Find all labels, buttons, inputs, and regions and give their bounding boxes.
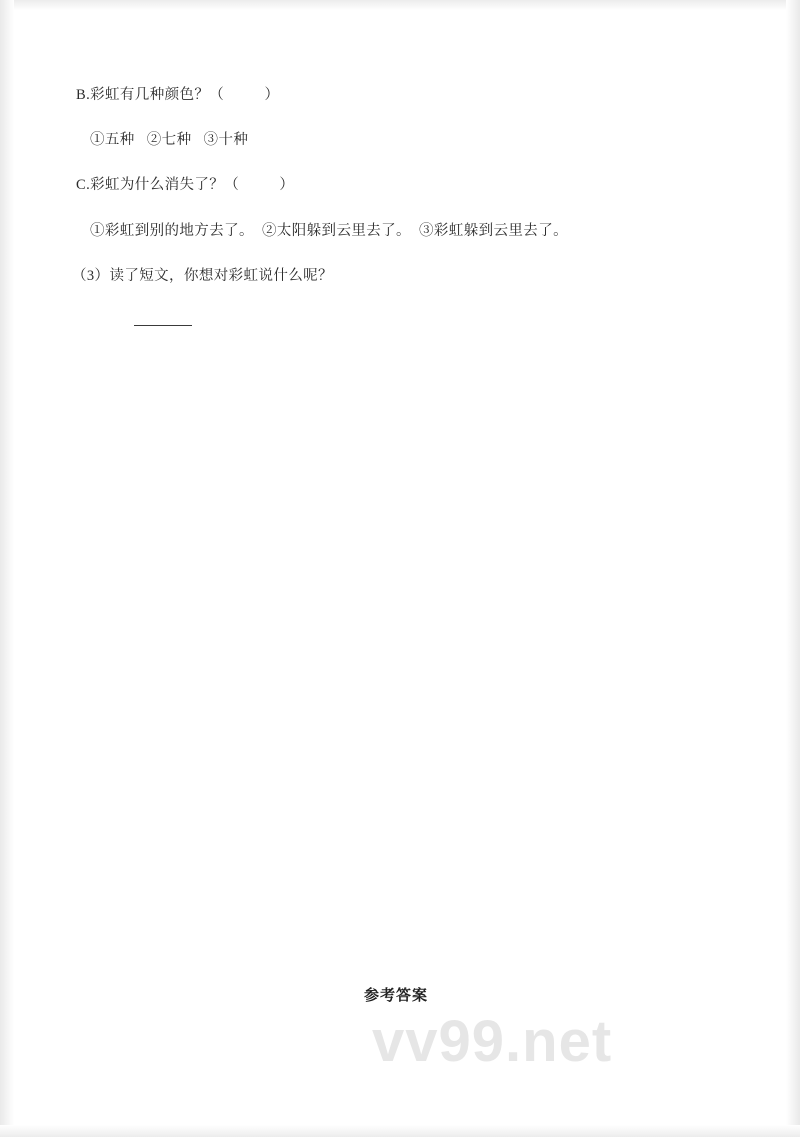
- question-c-options: ①彩虹到别的地方去了。 ②太阳躲到云里去了。 ③彩虹躲到云里去了。: [90, 222, 568, 239]
- question-b-options: ①五种 ②七种 ③十种: [90, 132, 249, 149]
- answer-blank-line: [134, 325, 192, 326]
- question-3: （3）读了短文，你想对彩虹说什么呢？: [72, 267, 333, 284]
- question-c: C.彩虹为什么消失了？（ ）: [76, 177, 295, 194]
- watermark: vv99.net: [372, 1009, 613, 1074]
- page-edge-top: [0, 0, 800, 10]
- question-b: B.彩虹有几种颜色？（ ）: [76, 87, 280, 103]
- page-edge-bottom: [0, 1125, 800, 1137]
- document-body: [72, 84, 732, 310]
- answers-heading: 参考答案: [364, 987, 429, 1004]
- page-edge-left: [0, 0, 14, 1137]
- page-edge-right: [786, 0, 800, 1137]
